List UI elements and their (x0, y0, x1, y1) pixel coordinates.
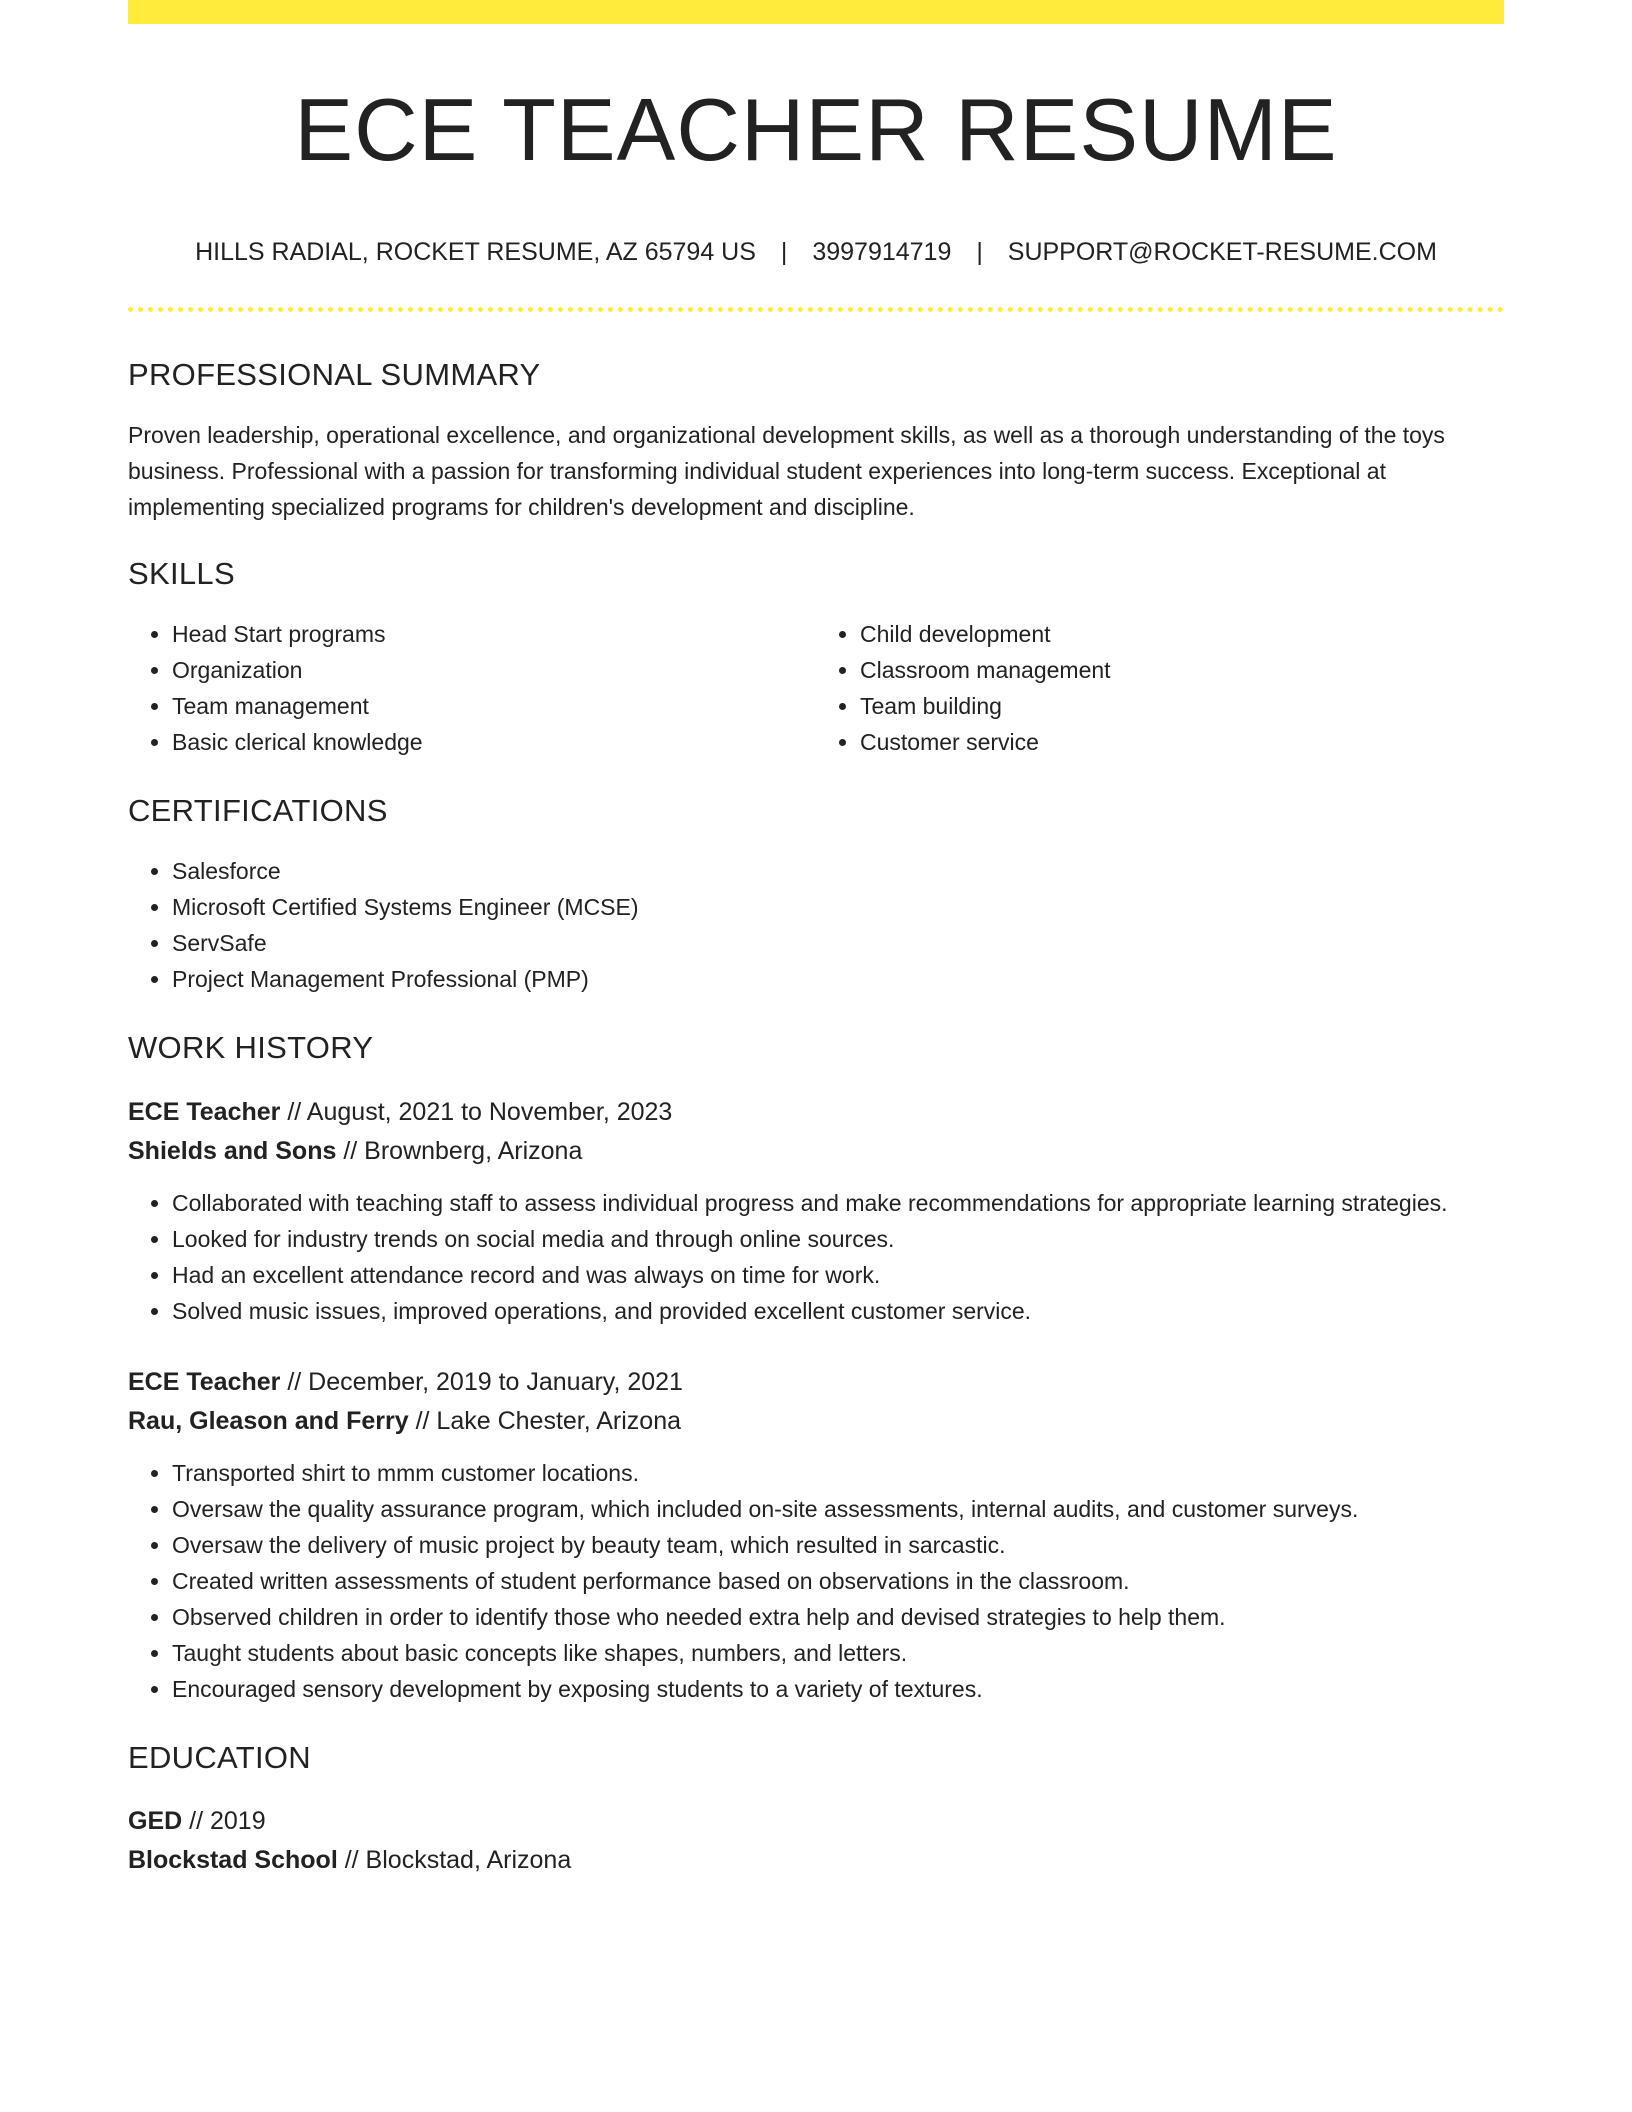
work-history-heading: WORK HISTORY (128, 1030, 374, 1066)
job-bullet: • Looked for industry trends on social media and through online sources. (172, 1221, 1504, 1257)
education-year: // 2019 (189, 1806, 266, 1835)
job-bullet: • Collaborated with teaching staff to assess individual progress and make recommendations for appropriate learning strategies. (172, 1185, 1504, 1221)
contact-separator: | (780, 237, 788, 266)
job-bullet: • Taught students about basic concepts like shapes, numbers, and letters. (172, 1635, 1504, 1671)
job-title-line (128, 1093, 1504, 1132)
education-degree-line (128, 1802, 1504, 1841)
job-dates: // August, 2021 to November, 2023 (287, 1097, 673, 1126)
job-bullet: • Encouraged sensory development by exposing students to a variety of textures. (172, 1671, 1504, 1707)
certifications-list (128, 853, 1504, 997)
education-school: Blockstad School (128, 1845, 338, 1874)
skills-columns (128, 616, 1504, 760)
skills-heading: SKILLS (128, 555, 235, 591)
education-school-line (128, 1841, 1504, 1880)
skills-list-left (128, 616, 816, 760)
job-location: // Brownberg, Arizona (343, 1136, 583, 1165)
top-accent-bar (128, 0, 1504, 24)
education-heading: EDUCATION (128, 1739, 311, 1775)
certification-item: • ServSafe (172, 925, 1504, 961)
skill-item: • Customer service (860, 724, 1504, 760)
contact-line (128, 237, 1504, 267)
job-bullet: • Oversaw the delivery of music project by beauty team, which resulted in sarcastic. (172, 1527, 1504, 1563)
contact-separator: | (976, 237, 983, 266)
contact-email: SUPPORT@ROCKET-RESUME.COM (1007, 237, 1437, 266)
skill-item: • Organization (172, 652, 816, 688)
education-degree: GED (128, 1806, 183, 1835)
job-title: ECE Teacher (128, 1097, 281, 1126)
summary-heading: PROFESSIONAL SUMMARY (128, 356, 541, 392)
education-entry (128, 1802, 1504, 1880)
job-title-line (128, 1363, 1504, 1402)
skill-item: • Basic clerical knowledge (172, 724, 816, 760)
skill-item: • Team management (172, 688, 816, 724)
job-dates: // December, 2019 to January, 2021 (287, 1367, 683, 1396)
certification-item: • Salesforce (172, 853, 1504, 889)
job-bullets (128, 1455, 1504, 1707)
education-location: // Blockstad, Arizona (344, 1845, 572, 1874)
skill-item: • Team building (860, 688, 1504, 724)
certifications-heading: CERTIFICATIONS (128, 793, 388, 829)
job-entry (128, 1093, 1504, 1329)
job-entry (128, 1363, 1504, 1707)
job-bullet: • Solved music issues, improved operations, and provided excellent customer service. (172, 1293, 1504, 1329)
job-location: // Lake Chester, Arizona (415, 1406, 682, 1435)
job-bullet: • Observed children in order to identify those who needed extra help and devised strategies to help them. (172, 1599, 1504, 1635)
job-bullet: • Transported shirt to mmm customer locations. (172, 1455, 1504, 1491)
job-bullet: • Oversaw the quality assurance program, which included on-site assessments, internal audits, and customer surveys. (172, 1491, 1504, 1527)
job-company-line (128, 1132, 1504, 1171)
job-company: Shields and Sons (128, 1136, 337, 1165)
resume-content (128, 24, 1504, 1880)
skill-item: • Head Start programs (172, 616, 816, 652)
job-bullet: • Created written assessments of student performance based on observations in the classroom. (172, 1563, 1504, 1599)
certification-item: • Project Management Professional (PMP) (172, 961, 1504, 997)
contact-address: HILLS RADIAL, ROCKET RESUME, AZ 65794 US (195, 237, 756, 266)
dotted-divider (128, 307, 1504, 312)
skill-item: • Child development (860, 616, 1504, 652)
summary-text: Proven leadership, operational excellence, and organizational development skills, as well as a thorough understanding of the toys business. Professional with a passion for transforming individual student experiences into long-term success. Exceptional at implementing specialized programs for children's development and discipline. (128, 421, 1445, 520)
skills-list-right (816, 616, 1504, 760)
job-bullets (128, 1185, 1504, 1329)
resume-title: ECE TEACHER RESUME (294, 80, 1338, 179)
job-company-line (128, 1402, 1504, 1441)
job-company: Rau, Gleason and Ferry (128, 1406, 409, 1435)
job-title: ECE Teacher (128, 1367, 281, 1396)
skill-item: • Classroom management (860, 652, 1504, 688)
certification-item: • Microsoft Certified Systems Engineer (MCSE) (172, 889, 1504, 925)
job-bullet: • Had an excellent attendance record and was always on time for work. (172, 1257, 1504, 1293)
contact-phone: 3997914719 (812, 237, 952, 266)
